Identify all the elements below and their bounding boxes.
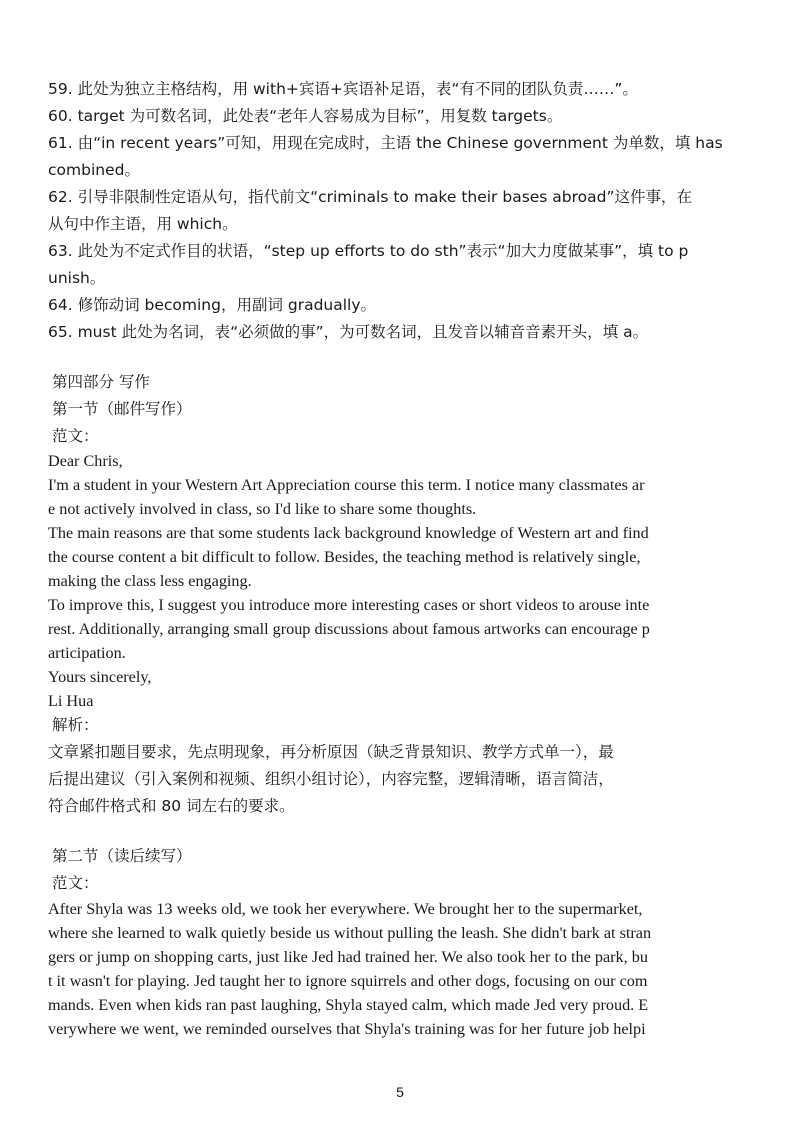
answer-63-line1: 63. 此处为不定式作目的状语，“step up efforts to do sth”表示“加大力度做某事”，填 to p [48, 242, 689, 260]
section2-title: 第二节（读后续写） [52, 847, 192, 865]
email-greeting: Dear Chris, [48, 452, 123, 470]
story-line: mands. Even when kids ran past laughing, Shyla stayed calm, which made Jed very proud. E [48, 996, 649, 1014]
email-line: The main reasons are that some students lack background knowledge of Western art and find [48, 524, 649, 542]
answer-61-line2: combined。 [48, 161, 140, 179]
answer-65: 65. must 此处为名词，表“必须做的事”，为可数名词，且发音以辅音音素开头，填 a。 [48, 323, 649, 341]
email-line: I'm a student in your Western Art Appreciation course this term. I notice many classmates ar [48, 476, 645, 494]
analysis-label: 解析： [52, 716, 99, 734]
page-number: 5 [396, 1084, 404, 1100]
model-essay-label: 范文： [52, 427, 99, 445]
analysis-line: 文章紧扣题目要求，先点明现象，再分析原因（缺乏背景知识、教学方式单一），最 [48, 743, 614, 761]
answer-60: 60. target 为可数名词，此处表“老年人容易成为目标”，用复数 targets。 [48, 107, 563, 125]
section1-title: 第一节（邮件写作） [52, 400, 192, 418]
email-line: To improve this, I suggest you introduce more interesting cases or short videos to arouse inte [48, 596, 650, 614]
analysis-line: 符合邮件格式和 80 词左右的要求。 [48, 797, 295, 815]
answer-64: 64. 修饰动词 becoming，用副词 gradually。 [48, 296, 377, 314]
answer-61-line1: 61. 由“in recent years”可知，用现在完成时，主语 the Chinese government 为单数，填 has [48, 134, 723, 152]
story-line: t it wasn't for playing. Jed taught her to ignore squirrels and other dogs, focusing on our com [48, 972, 648, 990]
answer-59: 59. 此处为独立主格结构，用 with+宾语+宾语补足语，表“有不同的团队负责……”。 [48, 80, 638, 98]
answer-63-line2: unish。 [48, 269, 106, 287]
part-title: 第四部分 写作 [52, 373, 150, 391]
email-line: making the class less engaging. [48, 572, 252, 590]
answer-62-line2: 从句中作主语，用 which。 [48, 215, 238, 233]
story-line: gers or jump on shopping carts, just like Jed had trained her. We also took her to the park, bu [48, 948, 648, 966]
email-line: e not actively involved in class, so I'd like to share some thoughts. [48, 500, 477, 518]
model-essay-label-2: 范文： [52, 874, 99, 892]
email-line: articipation. [48, 644, 126, 662]
email-line: the course content a bit difficult to follow. Besides, the teaching method is relatively single, [48, 548, 641, 566]
story-line: After Shyla was 13 weeks old, we took her everywhere. We brought her to the supermarket, [48, 900, 643, 918]
email-line: rest. Additionally, arranging small group discussions about famous artworks can encourage p [48, 620, 650, 638]
answer-62-line1: 62. 引导非限制性定语从句，指代前文“criminals to make their bases abroad”这件事，在 [48, 188, 693, 206]
email-closing: Yours sincerely, [48, 668, 152, 686]
story-line: verywhere we went, we reminded ourselves that Shyla's training was for her future job helpi [48, 1020, 646, 1038]
email-signature: Li Hua [48, 692, 94, 710]
story-line: where she learned to walk quietly beside us without pulling the leash. She didn't bark at stran [48, 924, 652, 942]
analysis-line: 后提出建议（引入案例和视频、组织小组讨论），内容完整，逻辑清晰，语言简洁， [48, 770, 614, 788]
